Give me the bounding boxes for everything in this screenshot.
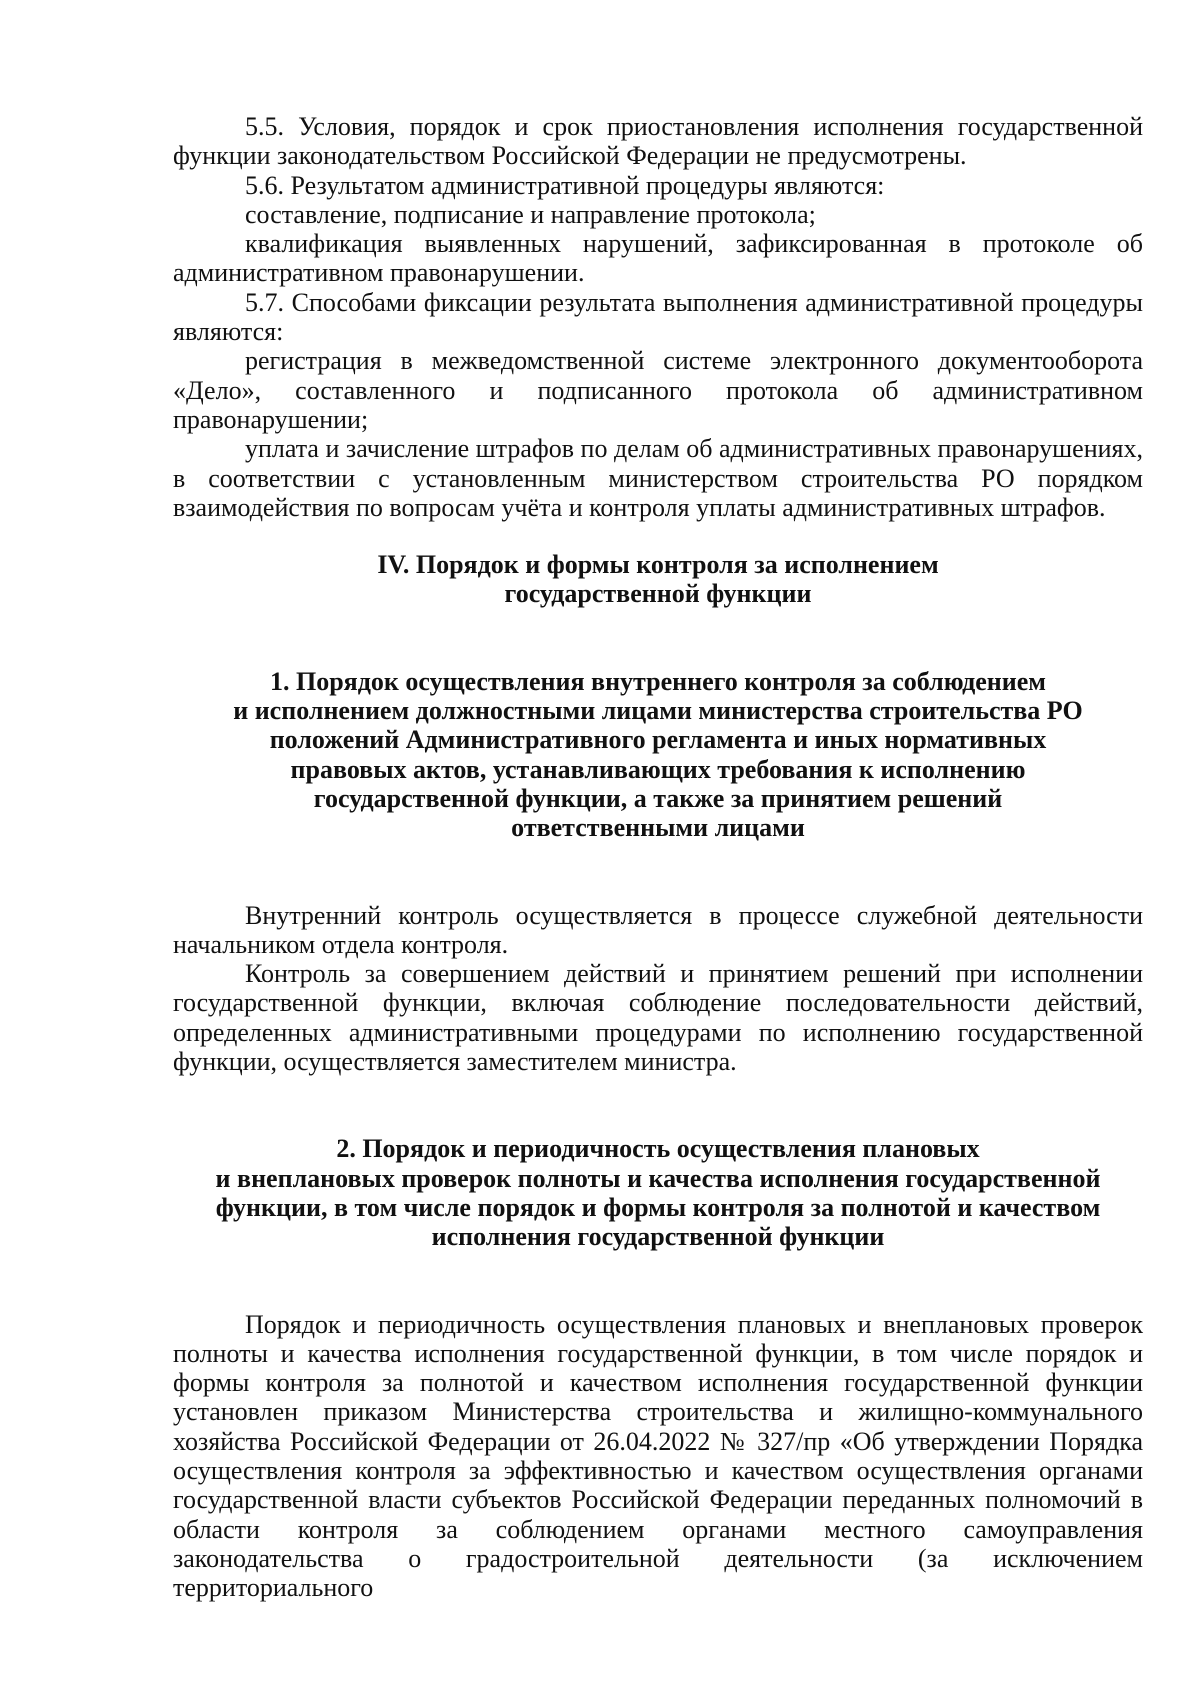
- paragraph-fixation-item-1: регистрация в межведомственной системе электронного документооборота «Дело», составленного и подписанного протокола об административном правонарушении;: [173, 346, 1143, 434]
- paragraph-control-actions: Контроль за совершением действий и принятием решений при исполнении государственной функции, включая соблюдение последовательности действий, определенных административными процедурами по исполнению государственной функции, осуществляется заместителем министра.: [173, 959, 1143, 1077]
- section-iv-heading-line: государственной функции: [504, 579, 812, 609]
- paragraph-internal-control: Внутренний контроль осуществляется в процессе служебной деятельности начальником отдела контроля.: [173, 900, 1143, 959]
- subsection-1-heading-line: и исполнением должностными лицами министерства строительства РО: [233, 696, 1083, 726]
- subsection-1-heading-line: ответственными лицами: [511, 813, 805, 843]
- subsection-1-heading-line: 1. Порядок осуществления внутреннего контроля за соблюдением: [269, 666, 1046, 696]
- paragraph-result-item-1: составление, подписание и направление протокола;: [245, 199, 816, 229]
- paragraph-5-5: 5.5. Условия, порядок и срок приостановления исполнения государственной функции законодательством Российской Федерации не предусмотрены.: [173, 112, 1143, 171]
- subsection-2-heading: [173, 1134, 1143, 1251]
- subsection-1-heading-line: правовых актов, устанавливающих требования к исполнению: [290, 754, 1026, 784]
- subsection-1-heading: [173, 667, 1143, 843]
- paragraph-fixation-item-2: уплата и зачисление штрафов по делам об административных правонарушениях, в соответствии с установленным министерством строительства РО порядком взаимодействия по вопросам учёта и контроля уплаты административных штрафов.: [173, 434, 1143, 522]
- subsection-2-heading-line: исполнения государственной функции: [431, 1222, 885, 1252]
- subsection-2-heading-line: 2. Порядок и периодичность осуществления плановых: [336, 1134, 980, 1164]
- paragraph-result-item-2: квалификация выявленных нарушений, зафиксированная в протоколе об административном правонарушении.: [173, 229, 1143, 288]
- subsection-2-heading-line: функции, в том числе порядок и формы контроля за полнотой и качеством: [215, 1192, 1101, 1222]
- document-page: [173, 112, 1143, 1602]
- section-iv-heading-line: IV. Порядок и формы контроля за исполнением: [377, 550, 939, 580]
- subsection-1-heading-line: положений Административного регламента и иных нормативных: [269, 725, 1047, 755]
- subsection-1-heading-line: государственной функции, а также за принятием решений: [313, 783, 1003, 813]
- paragraph-inspections-order: Порядок и периодичность осуществления плановых и внеплановых проверок полноты и качества исполнения государственной функции, в том числе порядок и формы контроля за полнотой и качеством исполнения государственной функции установлен приказом Министерства строительства и жилищно-коммунального хозяйства Российской Федерации от 26.04.2022 № 327/пр «Об утверждении Порядка осуществления контроля за эффективностью и качеством осуществления органами государственной власти субъектов Российской Федерации переданных полномочий в области контроля за соблюдением органами местного самоуправления законодательства о градостроительной деятельности (за исключением территориального: [173, 1309, 1143, 1603]
- paragraph-5-6: 5.6. Результатом административной процедуры являются:: [245, 170, 885, 200]
- paragraph-5-7: 5.7. Способами фиксации результата выполнения административной процедуры являются:: [173, 287, 1143, 347]
- section-iv-heading: [173, 550, 1143, 609]
- subsection-2-heading-line: и внеплановых проверок полноты и качества исполнения государственной: [215, 1163, 1101, 1193]
